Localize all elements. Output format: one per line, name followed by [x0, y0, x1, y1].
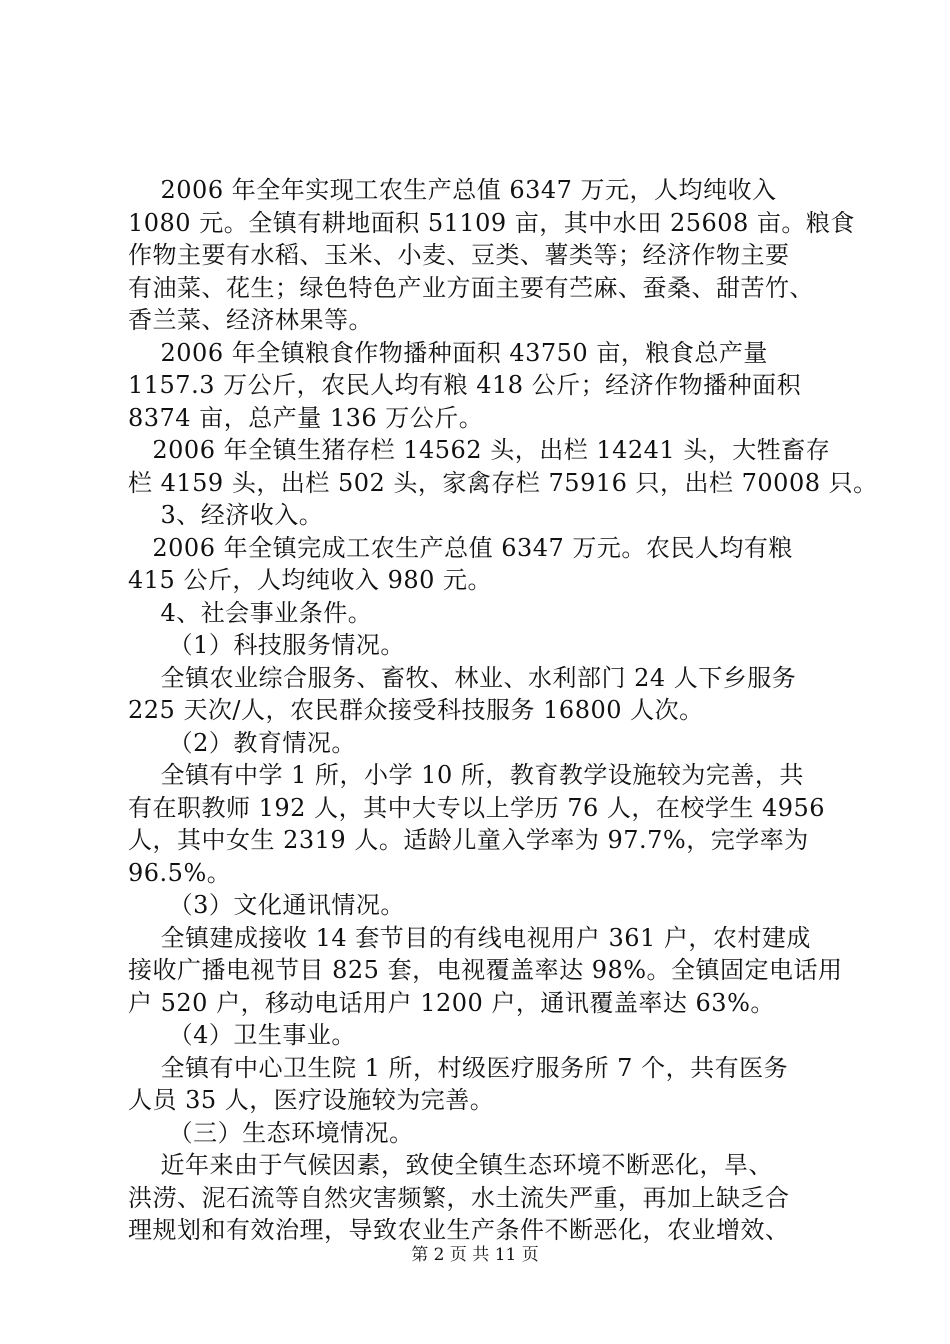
text-line: 洪涝、泥石流等自然灾害频繁，水土流失严重，再加上缺乏合 — [128, 1183, 790, 1212]
subsection-heading: （3）文化通讯情况。 — [128, 891, 405, 919]
text-line: 全镇有中学 1 所，小学 10 所，教育教学设施较为完善，共 — [128, 761, 804, 789]
subsection-heading: （4）卫生事业。 — [128, 1021, 356, 1049]
page-footer: 第 2 页 共 11 页 — [411, 1245, 539, 1265]
text-line: 1080 元。全镇有耕地面积 51109 亩，其中水田 25608 亩。粮食 — [128, 208, 855, 237]
text-line: 415 公斤，人均纯收入 980 元。 — [128, 566, 493, 594]
text-line: 人员 35 人，医疗设施较为完善。 — [128, 1086, 495, 1114]
text-line: 2006 年全镇生猪存栏 14562 头，出栏 14241 头，大牲畜存 — [128, 436, 831, 464]
text-line: 香兰菜、经济林果等。 — [128, 306, 373, 334]
text-line: 1157.3 万公斤，农民人均有粮 418 公斤；经济作物播种面积 — [128, 371, 802, 399]
section-heading: （三）生态环境情况。 — [128, 1118, 414, 1147]
text-line: 有在职教师 192 人，其中大专以上学历 76 人，在校学生 4956 — [128, 793, 826, 822]
section-heading: 3、经济收入。 — [128, 501, 324, 529]
text-line: 接收广播电视节目 825 套，电视覆盖率达 98%。全镇固定电话用 — [128, 956, 843, 984]
text-line: 96.5%。 — [128, 858, 232, 887]
text-line: 全镇有中心卫生院 1 所，村级医疗服务所 7 个，共有医务 — [128, 1053, 789, 1082]
text-line: 8374 亩，总产量 136 万公斤。 — [128, 403, 484, 432]
text-line: 225 天次/人，农民群众接受科技服务 16800 人次。 — [128, 696, 704, 724]
subsection-heading: （2）教育情况。 — [128, 728, 356, 757]
text-line: 2006 年全镇粮食作物播种面积 43750 亩，粮食总产量 — [128, 338, 768, 367]
body-text — [128, 174, 878, 1247]
text-line: 2006 年全年实现工农生产总值 6347 万元，人均纯收入 — [128, 176, 777, 204]
text-line: 户 520 户，移动电话用户 1200 户，通讯覆盖率达 63%。 — [128, 988, 775, 1017]
section-heading: 4、社会事业条件。 — [128, 598, 373, 627]
text-line: 作物主要有水稻、玉米、小麦、豆类、薯类等；经济作物主要 — [128, 241, 790, 269]
text-line: 栏 4159 头，出栏 502 头，家禽存栏 75916 只，出栏 70008 只。 — [128, 468, 878, 497]
text-line: 2006 年全镇完成工农生产总值 6347 万元。农民人均有粮 — [128, 533, 793, 562]
text-line: 理规划和有效治理，导致农业生产条件不断恶化，农业增效、 — [128, 1216, 790, 1244]
text-line: 人，其中女生 2319 人。适龄儿童入学率为 97.7%，完学率为 — [128, 826, 809, 854]
text-line: 近年来由于气候因素，致使全镇生态环境不断恶化，旱、 — [128, 1151, 774, 1179]
text-line: 全镇农业综合服务、畜牧、林业、水利部门 24 人下乡服务 — [128, 663, 797, 692]
text-line: 全镇建成接收 14 套节目的有线电视用户 361 户，农村建成 — [128, 923, 811, 952]
text-line: 有油菜、花生；绿色特色产业方面主要有苎麻、蚕桑、甜苦竹、 — [128, 273, 814, 302]
subsection-heading: （1）科技服务情况。 — [128, 631, 405, 659]
